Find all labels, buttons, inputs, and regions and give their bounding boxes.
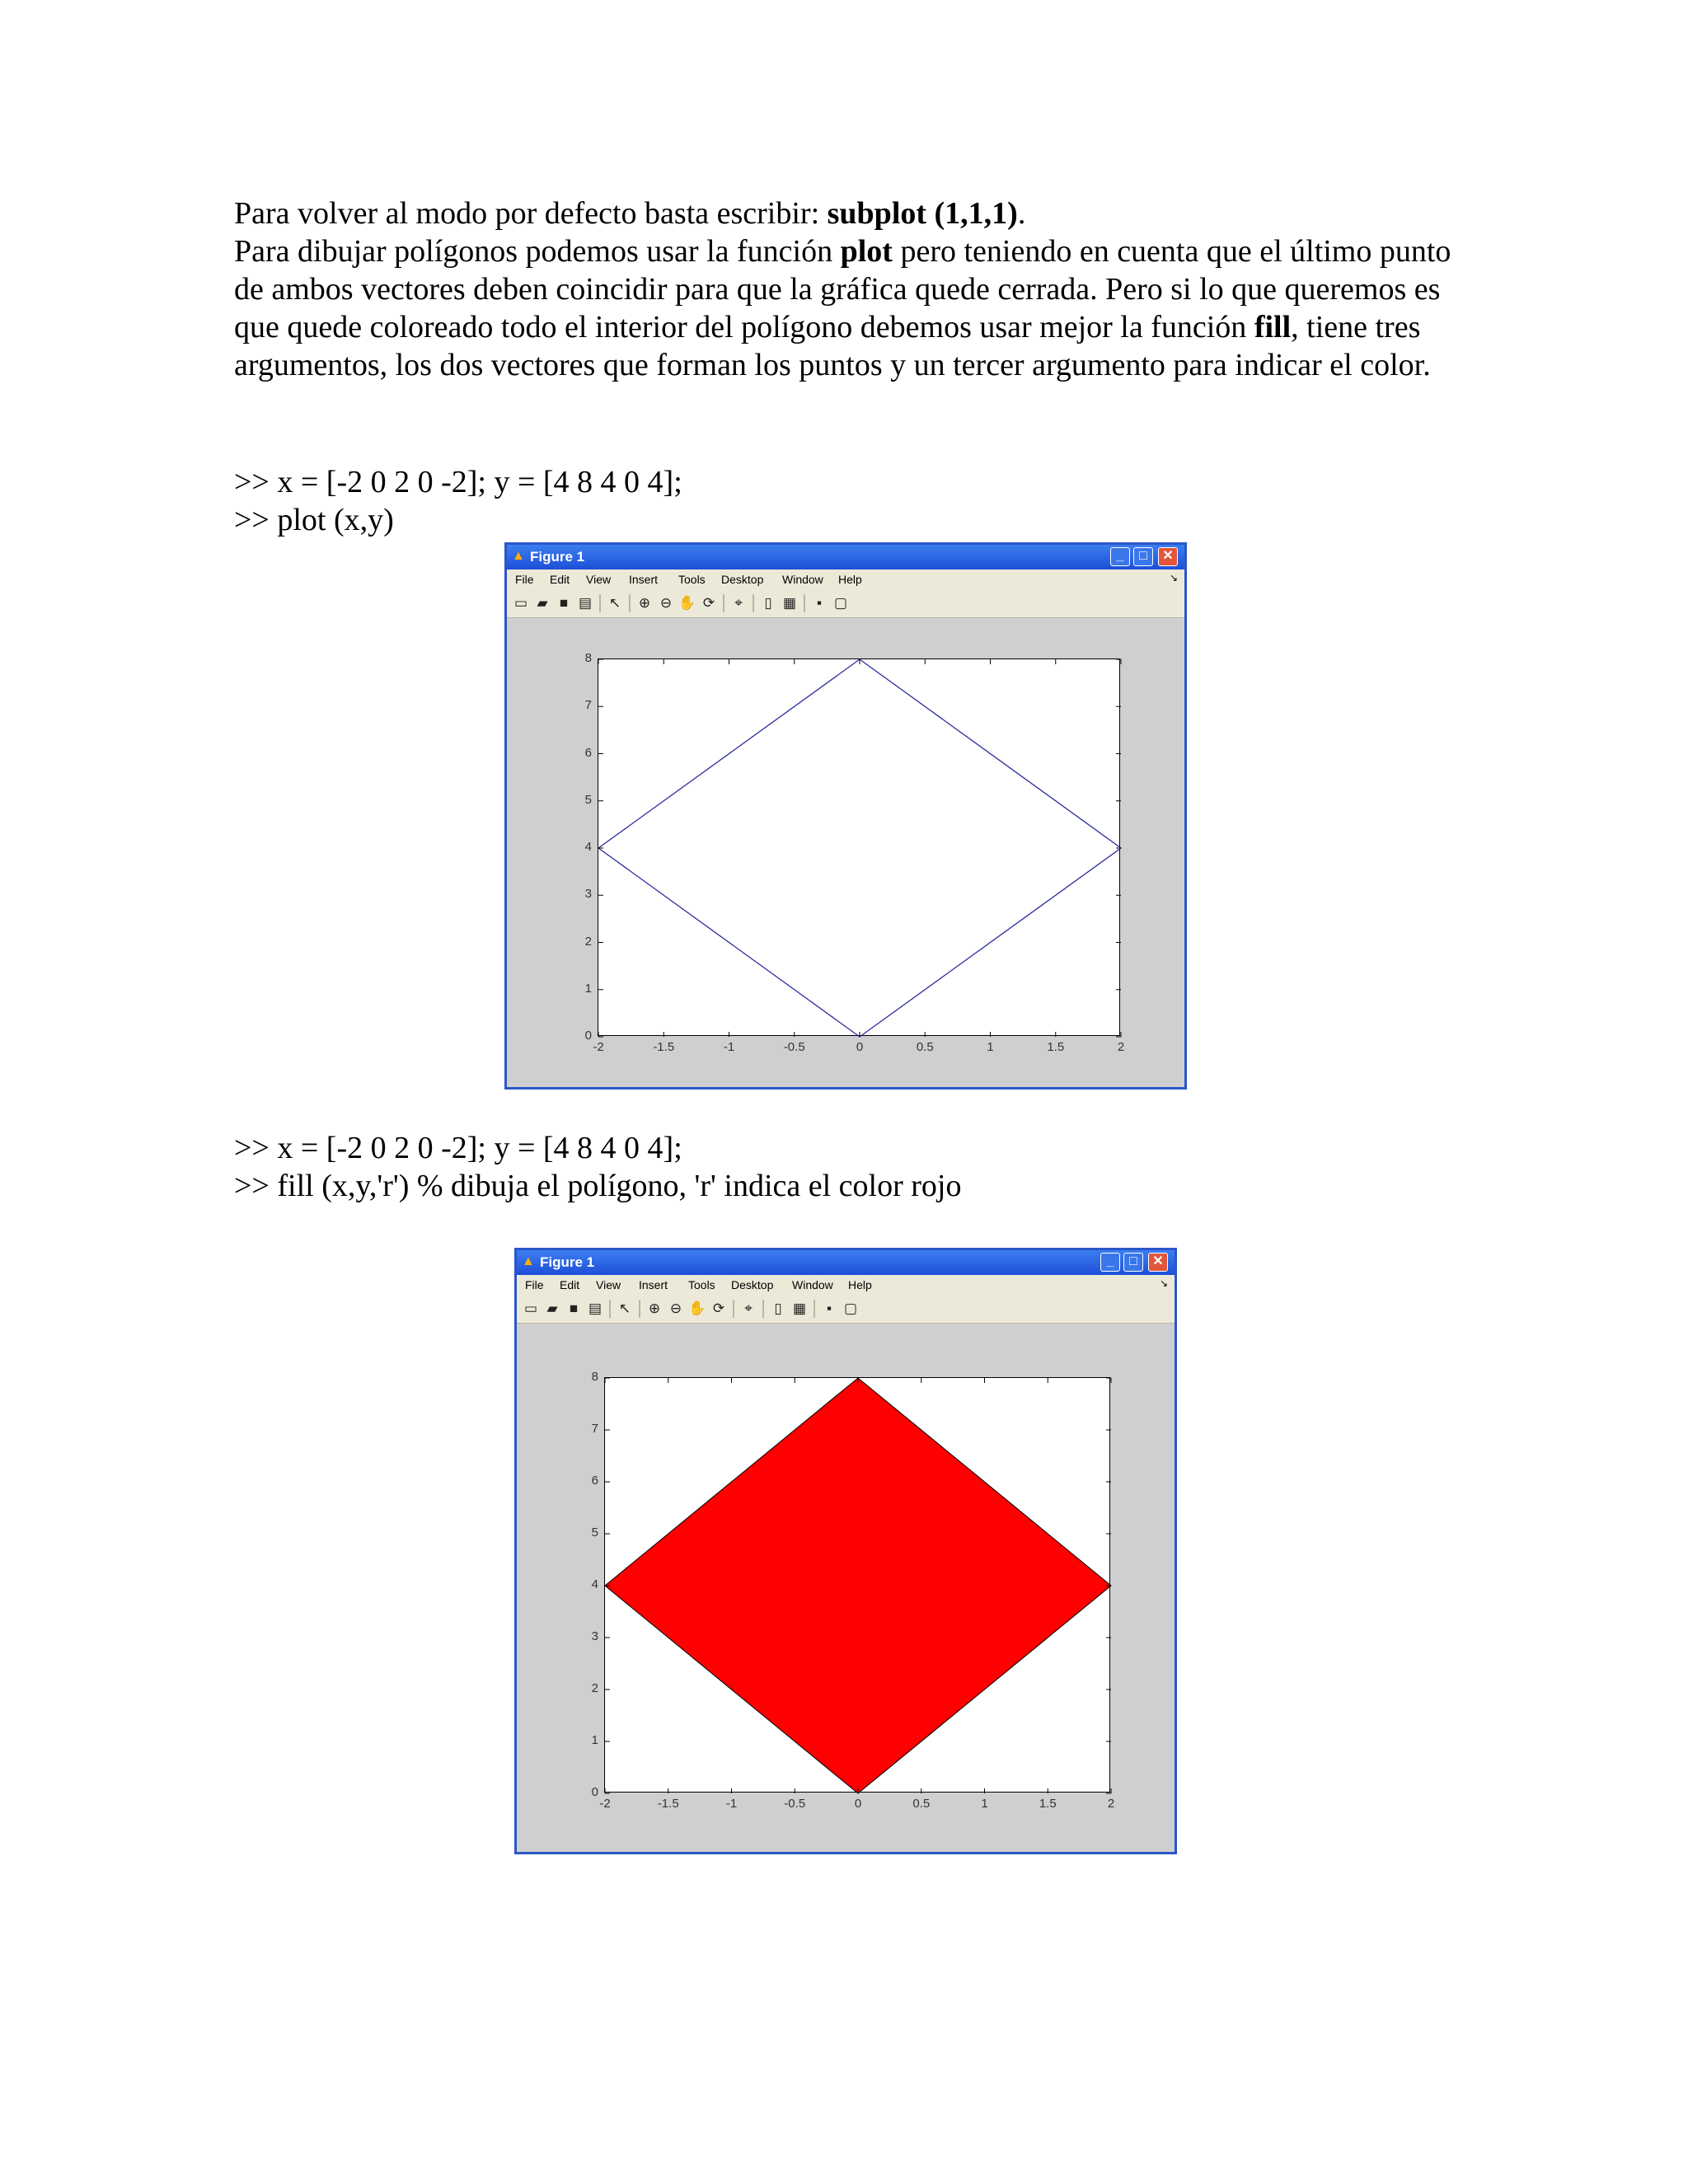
save-icon[interactable]: ■ xyxy=(569,1301,579,1316)
x-tick-label: -2 xyxy=(599,1797,611,1811)
data-cursor-icon[interactable]: ⌖ xyxy=(744,1301,753,1316)
dock-arrow-icon[interactable]: ↘ xyxy=(1169,572,1178,583)
print-icon[interactable]: ▤ xyxy=(588,1301,603,1316)
figure-toolbar xyxy=(507,589,1184,618)
show-plot-tools-icon[interactable]: ▢ xyxy=(833,595,848,611)
zoom-in-icon[interactable]: ⊕ xyxy=(638,595,651,611)
y-tick-label: 6 xyxy=(591,1474,598,1488)
menu-insert[interactable]: Insert xyxy=(639,1278,668,1291)
zoom-in-icon[interactable]: ⊕ xyxy=(648,1301,661,1316)
y-tick-label: 4 xyxy=(584,840,592,854)
bold-subplot: subplot (1,1,1) xyxy=(827,196,1018,231)
y-tick-label: 7 xyxy=(591,1422,598,1436)
x-tick-label: -1.5 xyxy=(653,1040,675,1054)
legend-icon[interactable]: ▦ xyxy=(792,1301,807,1316)
y-tick-label: 0 xyxy=(591,1785,598,1799)
close-button[interactable]: ✕ xyxy=(1148,1253,1168,1272)
bold-plot: plot xyxy=(840,234,893,269)
menu-file[interactable]: File xyxy=(515,573,534,586)
save-icon[interactable]: ■ xyxy=(559,595,569,611)
hide-plot-tools-icon[interactable]: ▪ xyxy=(826,1301,832,1316)
x-tick-label: 0.5 xyxy=(916,1040,934,1054)
plot-axes[interactable] xyxy=(591,1370,1115,1811)
y-tick-label: 3 xyxy=(591,1629,598,1643)
x-tick-label: -0.5 xyxy=(784,1797,806,1811)
menu-desktop[interactable]: Desktop xyxy=(731,1278,774,1291)
pan-icon[interactable]: ✋ xyxy=(688,1301,706,1316)
y-tick-label: 7 xyxy=(584,698,592,713)
zoom-out-icon[interactable]: ⊖ xyxy=(669,1301,682,1316)
y-tick-label: 6 xyxy=(584,745,592,760)
y-tick-label: 8 xyxy=(584,651,592,665)
close-button[interactable]: ✕ xyxy=(1158,547,1178,566)
menu-tools[interactable]: Tools xyxy=(678,573,706,586)
x-tick-label: -1 xyxy=(723,1040,735,1054)
paragraph-text: , tiene tres argumentos, los dos vectores que forman los puntos y un tercer argumento para indicar el color. xyxy=(234,310,1431,382)
x-tick-label: 2 xyxy=(1117,1040,1125,1054)
bold-fill: fill xyxy=(1254,310,1292,344)
menu-window[interactable]: Window xyxy=(782,573,823,586)
paragraph-subplot xyxy=(234,194,1470,232)
open-folder-icon[interactable]: ▰ xyxy=(546,1301,558,1316)
x-tick-label: 2 xyxy=(1107,1797,1115,1811)
paragraph-text: . xyxy=(1017,196,1026,231)
print-icon[interactable]: ▤ xyxy=(578,595,593,611)
colorbar-icon[interactable]: ▯ xyxy=(764,595,772,611)
minimize-button[interactable]: _ xyxy=(1100,1253,1120,1272)
paragraph-polygons xyxy=(234,232,1462,384)
paragraph-text: pero teniendo en cuenta que el último punto de ambos vectores deben coincidir para que la gráfica quede cerrada. Pero si lo que queremos es que quede coloreado todo el interior del polígono debemos usar mejor la función xyxy=(234,234,1451,344)
code-line: >> fill (x,y,'r') % dibuja el polígono, 'r' indica el color rojo xyxy=(234,1169,962,1203)
new-file-icon[interactable]: ▭ xyxy=(523,1301,538,1316)
window-title: Figure 1 xyxy=(540,1254,595,1270)
zoom-out-icon[interactable]: ⊖ xyxy=(659,595,673,611)
x-tick-label: 1.5 xyxy=(1039,1797,1057,1811)
matlab-logo-icon: ▲ xyxy=(512,549,525,563)
legend-icon[interactable]: ▦ xyxy=(782,595,797,611)
menu-window[interactable]: Window xyxy=(792,1278,833,1291)
y-tick-label: 4 xyxy=(591,1577,598,1591)
chart-svg xyxy=(598,659,1121,1037)
x-tick-label: 1.5 xyxy=(1047,1040,1065,1054)
menu-view[interactable]: View xyxy=(596,1278,621,1291)
y-tick-label: 2 xyxy=(591,1681,598,1695)
data-cursor-icon[interactable]: ⌖ xyxy=(734,595,743,611)
menu-view[interactable]: View xyxy=(586,573,612,586)
menu-file[interactable]: File xyxy=(525,1278,544,1291)
series-line xyxy=(598,659,1121,1037)
menu-help[interactable]: Help xyxy=(848,1278,872,1291)
rotate-icon[interactable]: ⟳ xyxy=(712,1301,725,1316)
x-tick-label: 0 xyxy=(854,1797,862,1811)
colorbar-icon[interactable]: ▯ xyxy=(774,1301,782,1316)
plot-axes[interactable] xyxy=(584,651,1125,1054)
minimize-button[interactable]: _ xyxy=(1110,547,1130,566)
x-tick-label: -1.5 xyxy=(657,1797,679,1811)
x-tick-label: -2 xyxy=(593,1040,604,1054)
filled-polygon xyxy=(605,1378,1111,1793)
y-tick-label: 5 xyxy=(584,792,592,807)
x-tick-label: 0 xyxy=(856,1040,864,1054)
window-title: Figure 1 xyxy=(530,549,585,565)
maximize-button[interactable]: □ xyxy=(1123,1253,1143,1272)
y-tick-label: 3 xyxy=(584,887,592,902)
figure-toolbar xyxy=(517,1295,1175,1324)
rotate-icon[interactable]: ⟳ xyxy=(702,595,715,611)
title-bar xyxy=(507,545,1184,569)
y-tick-label: 5 xyxy=(591,1526,598,1540)
menu-bar xyxy=(517,1275,1175,1295)
hide-plot-tools-icon[interactable]: ▪ xyxy=(816,595,823,611)
maximize-button[interactable]: □ xyxy=(1133,547,1153,566)
x-tick-label: 0.5 xyxy=(912,1797,931,1811)
y-tick-label: 1 xyxy=(591,1733,598,1747)
menu-insert[interactable]: Insert xyxy=(629,573,659,586)
menu-desktop[interactable]: Desktop xyxy=(721,573,764,586)
y-tick-label: 0 xyxy=(584,1029,592,1043)
x-tick-label: -0.5 xyxy=(783,1040,805,1054)
menu-help[interactable]: Help xyxy=(838,573,862,586)
menu-edit[interactable]: Edit xyxy=(560,1278,580,1291)
x-tick-label: 1 xyxy=(987,1040,994,1054)
y-tick-label: 8 xyxy=(591,1370,598,1384)
paragraph-text: Para volver al modo por defecto basta escribir: xyxy=(234,196,828,231)
show-plot-tools-icon[interactable]: ▢ xyxy=(843,1301,858,1316)
code-line: >> plot (x,y) xyxy=(234,503,394,537)
code-line: >> x = [-2 0 2 0 -2]; y = [4 8 4 0 4]; xyxy=(234,1131,682,1165)
paragraph-text: Para dibujar polígonos podemos usar la función xyxy=(234,234,841,269)
title-bar xyxy=(517,1250,1175,1275)
x-tick-label: -1 xyxy=(725,1797,738,1811)
figure-window-plot xyxy=(504,542,1187,1090)
y-tick-label: 1 xyxy=(584,981,592,996)
dock-arrow-icon[interactable]: ↘ xyxy=(1159,1277,1168,1289)
pointer-icon[interactable]: ↖ xyxy=(618,1301,631,1316)
new-file-icon[interactable]: ▭ xyxy=(513,595,528,611)
figure-window-fill xyxy=(514,1248,1177,1854)
open-folder-icon[interactable]: ▰ xyxy=(537,595,548,611)
code-line: >> x = [-2 0 2 0 -2]; y = [4 8 4 0 4]; xyxy=(234,465,682,499)
menu-bar xyxy=(507,569,1184,589)
matlab-logo-icon: ▲ xyxy=(522,1254,535,1268)
menu-edit[interactable]: Edit xyxy=(550,573,570,586)
menu-tools[interactable]: Tools xyxy=(688,1278,715,1291)
y-tick-label: 2 xyxy=(584,934,592,949)
chart-svg xyxy=(605,1378,1111,1793)
x-tick-label: 1 xyxy=(981,1797,988,1811)
pan-icon[interactable]: ✋ xyxy=(678,595,696,611)
pointer-icon[interactable]: ↖ xyxy=(608,595,621,611)
